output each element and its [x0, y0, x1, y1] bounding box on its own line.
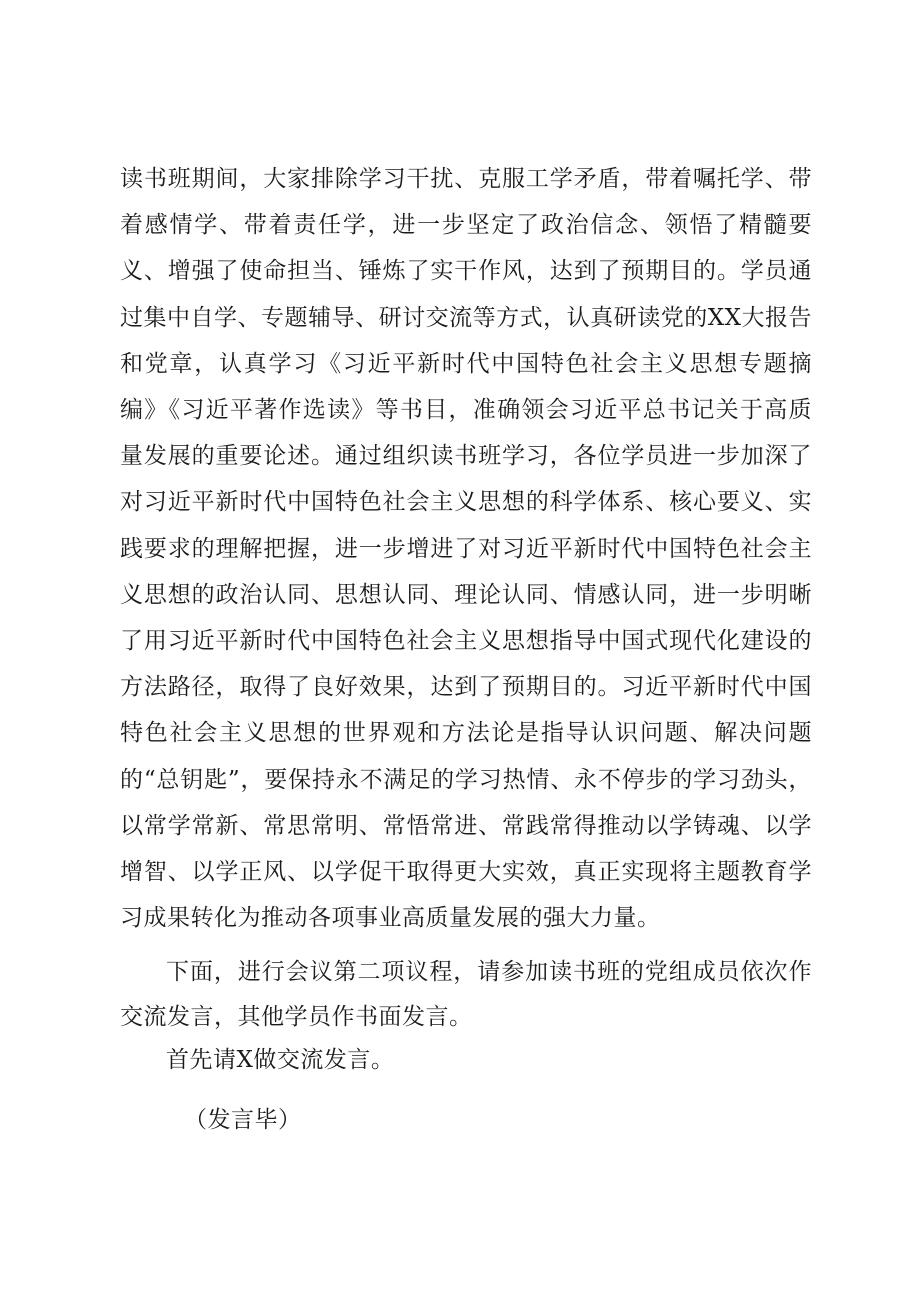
- first-speaker-line: 首先请X做交流发言。: [166, 1047, 395, 1073]
- closing-summary-paragraph: 读书班期间，大家排除学习干扰、克服工学矛盾，带着嘱托学、带着感情学、带着责任学，进一步坚定了政治信念、领悟了精髓要义、增强了使命担当、锤炼了实干作风，达到了预期目的。学员通过集中自学、专题辅导、研讨交流等方式，认真研读党的XX大报告和党章，认真学习《习近平新时代中国特色社会主义思想专题摘编》《习近平著作选读》等书目，准确领会习近平总书记关于高质量发展的重要论述。通过组织读书班学习，各位学员进一步加深了对习近平新时代中国特色社会主义思想的科学体系、核心要义、实践要求的理解把握，进一步增进了对习近平新时代中国特色社会主义思想的政治认同、思想认同、理论认同、情感认同，进一步明晰了用习近平新时代中国特色社会主义思想指导中国式现代化建设的方法路径，取得了良好效果，达到了预期目的。习近平新时代中国特色社会主义思想的世界观和方法论是指导认识问题、解决问题的“总钥匙”，要保持永不满足的学习热情、永不停步的学习劲头，以常学常新、常思常明、常悟常进、常践常得推动以学铸魂、以学增智、以学正风、以学促干取得更大实效，真正实现将主题教育学习成果转化为推动各项事业高质量发展的强大力量。: [120, 166, 812, 932]
- speech-end-note: （发言毕）: [184, 1107, 302, 1133]
- agenda-item-paragraph: 下面，进行会议第二项议程，请参加读书班的党组成员依次作交流发言，其他学员作书面发言。: [120, 959, 812, 1030]
